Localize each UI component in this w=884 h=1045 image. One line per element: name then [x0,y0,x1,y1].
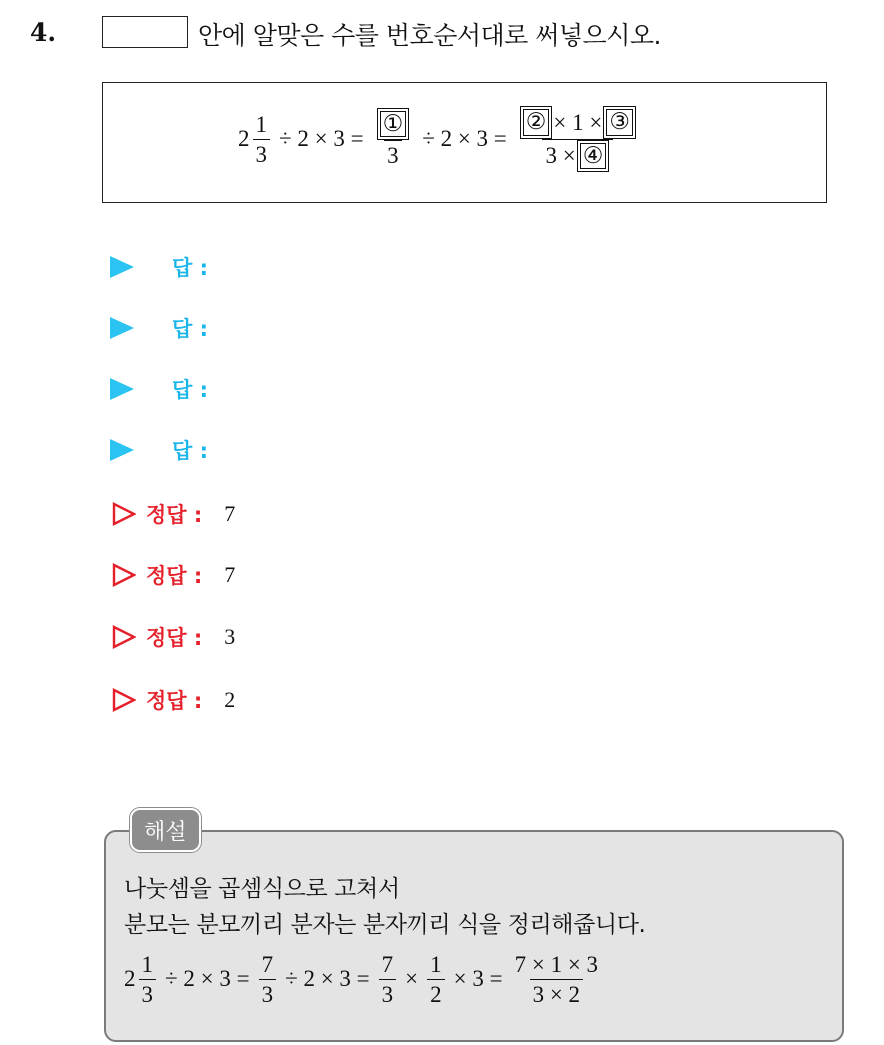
fraction-denominator: 3 [253,139,271,166]
answer-label: 답 : [172,317,208,341]
answer-key-value: 2 [224,687,236,712]
explanation-tag: 해설 [130,808,201,852]
answer-label: 답 : [172,256,208,280]
answer-key-row [112,620,235,654]
outline-triangle-icon [112,502,136,526]
operator-text: ÷ 2 × 3 = [285,966,370,991]
outline-triangle-icon [112,688,136,712]
explanation-line-1: 나눗셈을 곱셈식으로 고쳐서 [124,876,400,902]
outline-triangle-icon [112,625,136,649]
blank-1: ① [380,111,407,137]
outline-triangle-icon [112,563,136,587]
fraction-numerator: 7 × 1 × 3 [514,951,599,977]
fraction [512,953,601,1006]
fraction-denominator: 3 × 2 [530,979,583,1006]
answer-key-label: 정답 : [146,564,203,588]
blank-3: ③ [606,109,633,135]
mixed-fraction [253,113,271,166]
operator-text: × 3 = [453,966,503,991]
fraction-denominator: 3 [379,979,397,1006]
fraction-denominator: 3 [384,140,402,167]
fraction-numerator: 1 [141,951,153,977]
fraction [139,953,157,1006]
fraction-numerator: 1 [430,951,442,977]
play-triangle-icon [110,378,134,400]
fraction-numerator: 1 [255,111,267,137]
fraction-blanks-2-4 [516,109,640,168]
play-triangle-icon [110,317,134,339]
fraction [427,953,445,1006]
times-one-text: × 1 × [553,109,603,135]
fraction-denominator: 2 [427,979,445,1006]
operator-text: ÷ 2 × 3 = [279,126,364,151]
blank-box [102,16,188,48]
answer-key-value: 7 [224,562,236,587]
denominator-prefix: 3 × [545,143,576,169]
blank-2: ② [523,109,550,135]
fraction-numerator: 7 [381,951,394,977]
operator-text: × [405,966,419,991]
operator-text: ÷ 2 × 3 = [165,966,250,991]
mixed-whole: 2 [124,966,136,991]
mixed-whole: 2 [238,126,250,151]
answer-key-row [112,558,235,592]
answer-key-label: 정답 : [146,503,203,527]
explanation-equation [124,944,604,1014]
fraction-denominator: 3 [139,979,157,1006]
answer-key-label: 정답 : [146,689,203,713]
answer-prompt-row [110,374,208,404]
answer-prompt-row [110,435,208,465]
answer-key-value: 3 [224,624,236,649]
operator-text: ÷ 2 × 3 = [422,126,507,151]
fraction-numerator: 7 [261,951,274,977]
fraction [259,953,277,1006]
fraction [379,953,397,1006]
explanation-line-2: 분모는 분모끼리 분자는 분자끼리 식을 정리해줍니다. [124,912,646,938]
question-number: 4. [30,18,57,47]
question-text: 안에 알맞은 수를 번호순서대로 써넣으시오. [198,21,661,50]
play-triangle-icon [110,256,134,278]
fraction-denominator: 3 [259,979,277,1006]
play-triangle-icon [110,439,134,461]
answer-prompt-row [110,313,208,343]
answer-key-value: 7 [224,501,236,526]
fraction-blank-1 [373,111,414,167]
answer-key-label: 정답 : [146,626,203,650]
answer-prompt-row [110,252,208,282]
answer-key-row [112,683,235,717]
answer-key-row [112,497,235,531]
problem-equation [238,104,643,174]
blank-4: ④ [580,143,607,169]
answer-label: 답 : [172,439,208,463]
answer-label: 답 : [172,378,208,402]
